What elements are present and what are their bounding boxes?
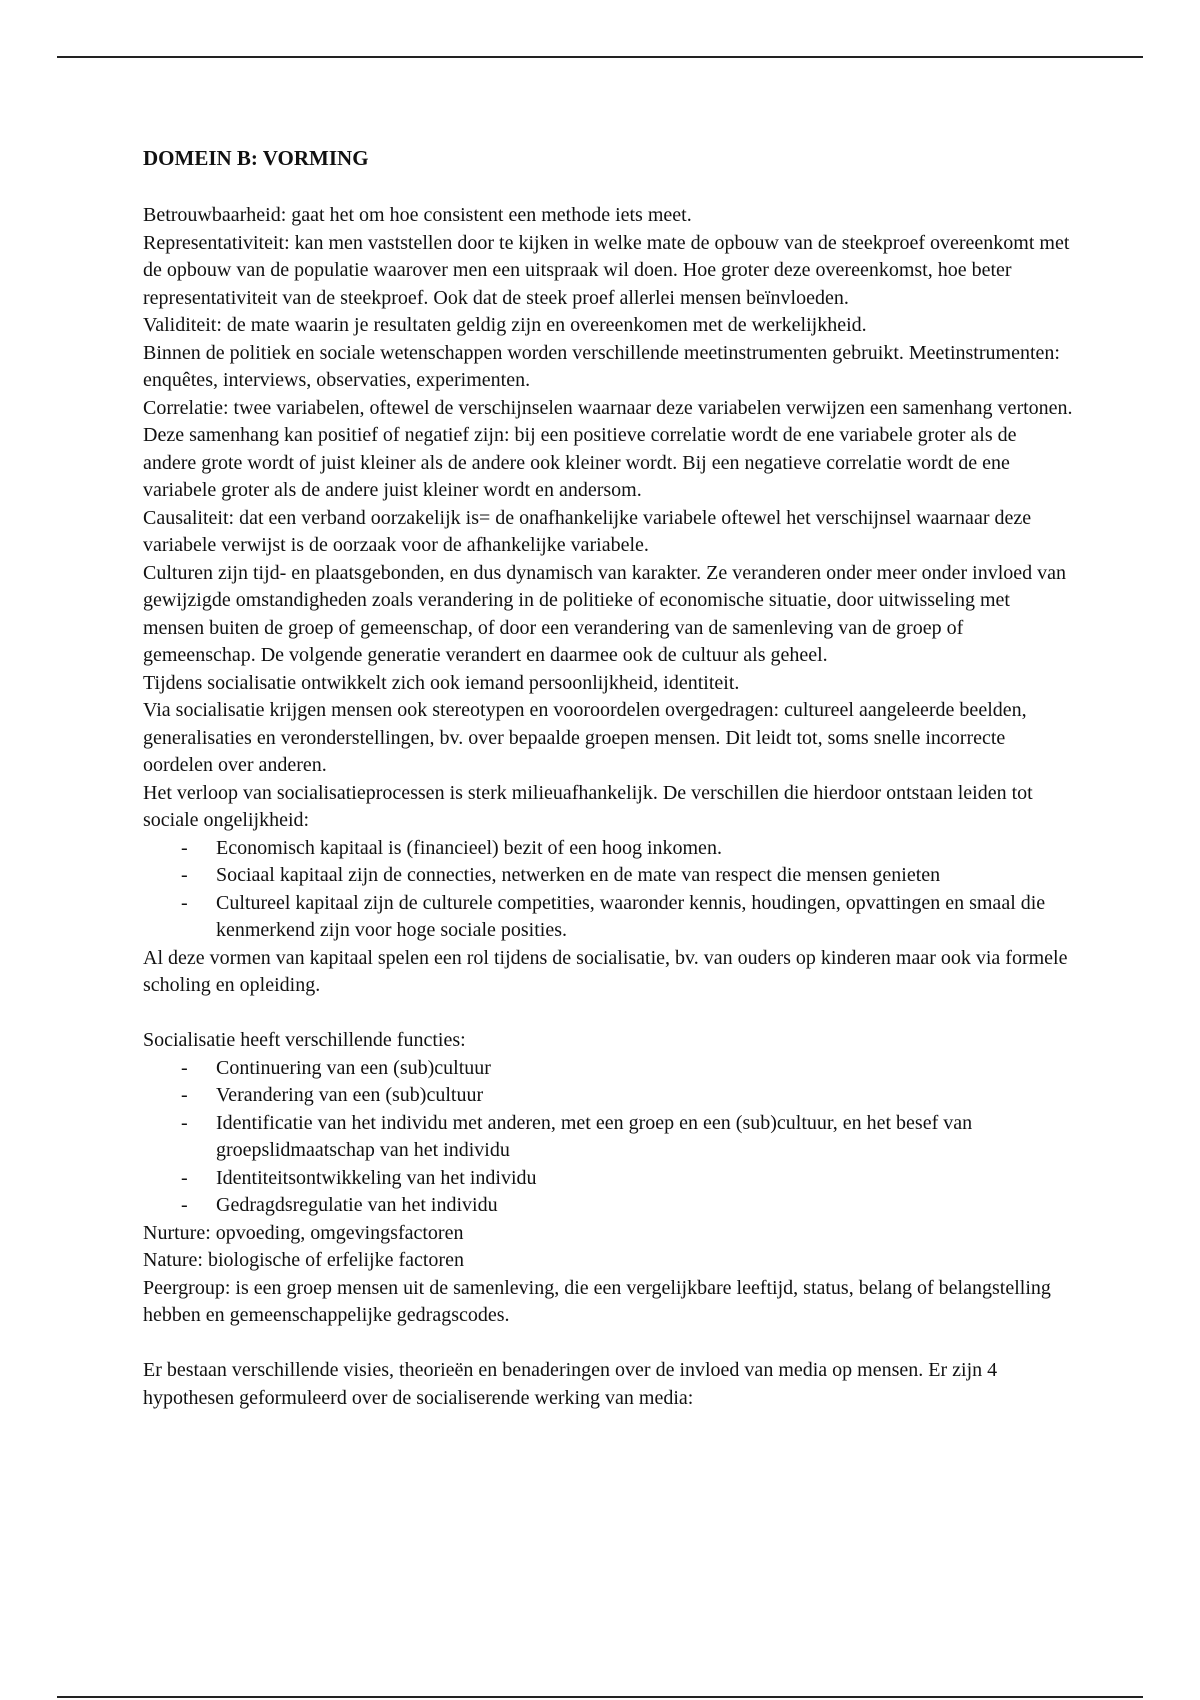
paragraph-correlatie: Correlatie: twee variabelen, oftewel de verschijnselen waarnaar deze variabelen verwijzen een samenhang vertonen. Deze samenhang kan positief of negatief zijn: bij een positieve correlatie wordt de ene variabele groter als de andere grote wordt of juist kleiner als de andere ook kleiner wordt. Bij een negatieve correlatie wordt de ene variabele groter als de andere juist kleiner wordt en andersom.: [143, 396, 1073, 501]
list-item: - Continuering van een (sub)cultuur: [143, 1055, 1073, 1083]
paragraph-stereotypen: Via socialisatie krijgen mensen ook stereotypen en vooroordelen overgedragen: cultureel aangeleerde beelden, generalisaties en veronderstellingen, bv. over bepaalde groepen mensen. Dit leidt tot, soms snelle incorrecte oordelen over anderen.: [143, 699, 1027, 776]
list-item: - Identiteitsontwikkeling van het individu: [143, 1165, 1073, 1193]
list-item: - Gedragdsregulatie van het individu: [143, 1192, 1073, 1220]
list-item: - Identificatie van het individu met anderen, met een groep en een (sub)cultuur, en het besef van groepslidmaatschap van het individu: [143, 1110, 1073, 1165]
list-item: - Sociaal kapitaal zijn de connecties, netwerken en de mate van respect die mensen genieten: [143, 862, 1073, 890]
blank-line: [143, 1330, 1073, 1358]
bottom-rule: [57, 1696, 1143, 1698]
section-heading: DOMEIN B: VORMING: [143, 146, 369, 170]
list-item: - Cultureel kapitaal zijn de culturele competities, waaronder kennis, houdingen, opvattingen en smaal die kenmerkend zijn voor hoge sociale posities.: [143, 890, 1073, 945]
paragraph-culturen: Culturen zijn tijd- en plaatsgebonden, en dus dynamisch van karakter. Ze veranderen onder meer onder invloed van gewijzigde omstandigheden zoals verandering in de politieke of economische situatie, door uitwisseling met mensen buiten de groep of gemeenschap, of door een verandering van de samenleving van de groep of gemeenschap. De volgende generatie verandert en daarmee ook de cultuur als geheel.: [143, 561, 1067, 666]
paragraph-meetinstrumenten: Binnen de politiek en sociale wetenschappen worden verschillende meetinstrumenten gebruikt. Meetinstrumenten: enquêtes, interviews, observaties, experimenten.: [143, 341, 1060, 391]
paragraph-media: Er bestaan verschillende visies, theorieën en benaderingen over de invloed van media op mensen. Er zijn 4 hypothesen geformuleerd over de socialiserende werking van media:: [143, 1359, 998, 1409]
paragraph-milieuafhankelijk: Het verloop van socialisatieprocessen is sterk milieuafhankelijk. De verschillen die hierdoor ontstaan leiden tot sociale ongelijkheid:: [143, 781, 1033, 831]
list-item: - Verandering van een (sub)cultuur: [143, 1082, 1073, 1110]
paragraph-representativiteit: Representativiteit: kan men vaststellen door te kijken in welke mate de opbouw van de steekproef overeenkomt met de opbouw van de populatie waarover men een uitspraak wil doen. Hoe groter deze overeenkomst, hoe beter representativiteit van de steekproef. Ook dat de steek proef allerlei mensen beïnvloeden.: [143, 231, 1070, 309]
blank-line: [143, 1000, 1073, 1028]
paragraph-functies-intro: Socialisatie heeft verschillende functies:: [143, 1029, 466, 1051]
list-item: - Economisch kapitaal is (financieel) bezit of een hoog inkomen.: [143, 835, 1073, 863]
paragraph-nature: Nature: biologische of erfelijke factoren: [143, 1249, 464, 1271]
paragraph-socialisatie-persoonlijkheid: Tijdens socialisatie ontwikkelt zich ook iemand persoonlijkheid, identiteit.: [143, 671, 740, 694]
paragraph-kapitaal-rol: Al deze vormen van kapitaal spelen een rol tijdens de socialisatie, bv. van ouders op kinderen maar ook via formele scholing en opleiding.: [143, 946, 1068, 996]
top-rule: [57, 56, 1143, 58]
document-body: [143, 145, 1073, 1412]
paragraph-nurture: Nurture: opvoeding, omgevingsfactoren: [143, 1221, 464, 1244]
functions-list: [143, 1055, 1073, 1220]
paragraph-causaliteit: Causaliteit: dat een verband oorzakelijk is= de onafhankelijke variabele oftewel het verschijnsel waarnaar deze variabele verwijst is de oorzaak voor de afhankelijke variabele.: [143, 506, 1032, 556]
capital-list: [143, 835, 1073, 945]
paragraph-validiteit: Validiteit: de mate waarin je resultaten geldig zijn en overeenkomen met de werkelijkheid.: [143, 314, 867, 336]
paragraph-peergroup: Peergroup: is een groep mensen uit de samenleving, die een vergelijkbare leeftijd, status, belang of belangstelling hebben en gemeenschappelijke gedragscodes.: [143, 1276, 1051, 1326]
paragraph-betrouwbaarheid: Betrouwbaarheid: gaat het om hoe consistent een methode iets meet.: [143, 204, 692, 226]
